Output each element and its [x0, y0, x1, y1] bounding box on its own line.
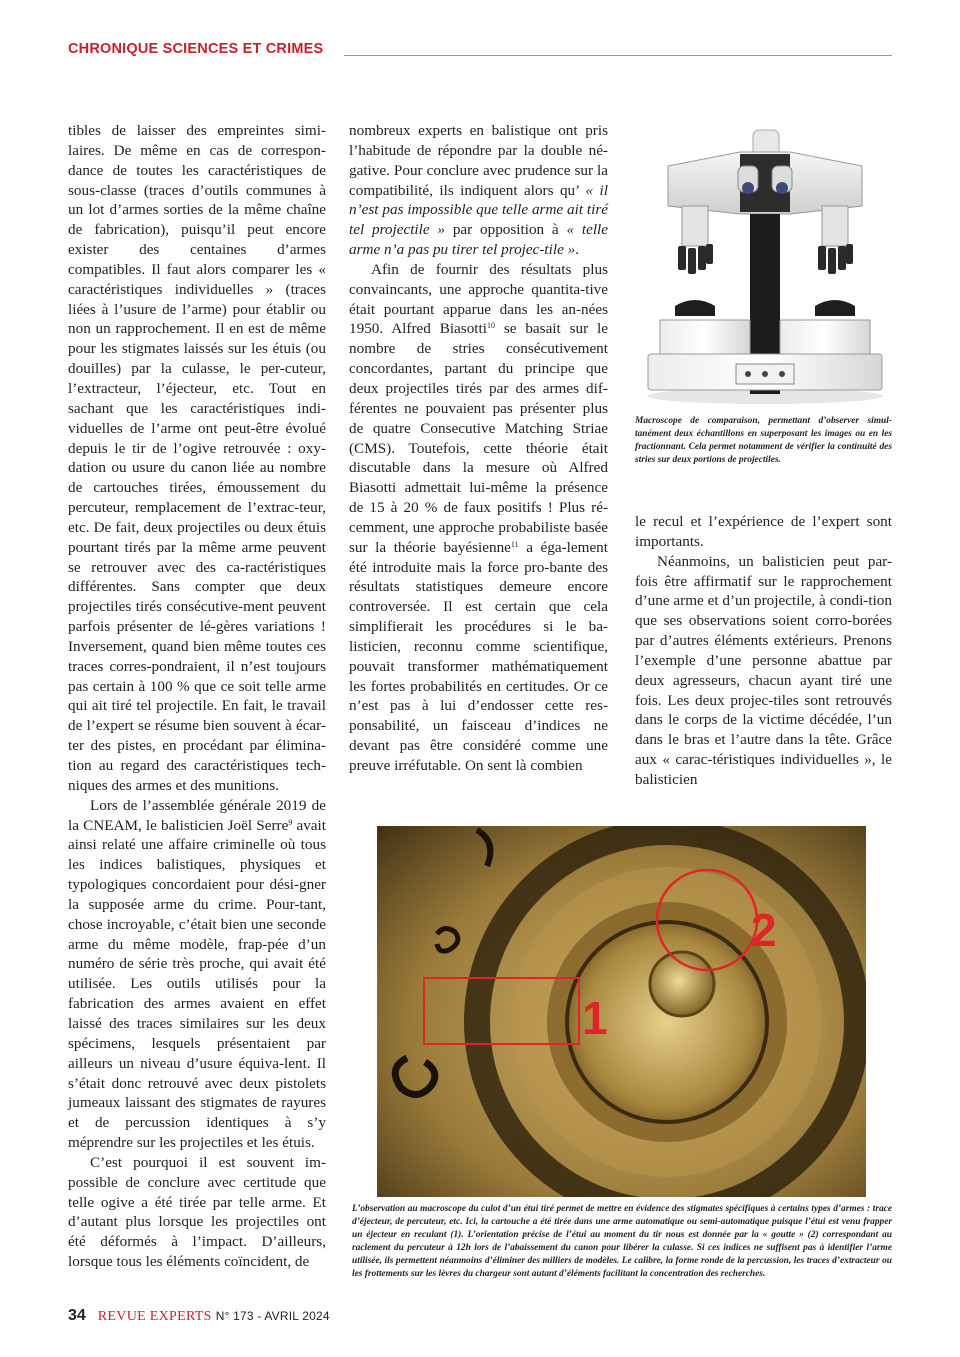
- article-column-1: [68, 121, 326, 1272]
- comparison-macroscope-photo: [640, 124, 890, 406]
- page-number: 34: [68, 1307, 86, 1324]
- text-run: nombreux experts en balistique ont pris l’habitude de répondre par la double né-gative. Pour conclure avec prudence sur la compatibilité, ils indiquent alors qu’: [349, 122, 608, 199]
- footnote-ref: 9: [288, 817, 293, 827]
- text-run: Lors de l’assemblée générale 2019 de la CNEAM, le balisticien Joël Serre: [68, 796, 326, 834]
- text-run: par opposition à: [445, 221, 567, 239]
- casing-head-illustration: [377, 826, 866, 1197]
- microscope-caption: Macroscope de comparaison, permettant d’observer simul-tanément deux échantillons en superposant les images ou en les fractionnant. Cela permet notamment de vérifier la continuité des stries sur deux portions de projectiles.: [635, 416, 892, 466]
- quote: « il n’est pas impossible que telle arme ait tiré tel projectile »: [349, 181, 608, 239]
- text-run: Afin de fournir des résultats plus convaincants, une approche quantita-tive était pourtant apparue dans les an-nées 1950. Alfred Biasotti: [349, 260, 608, 338]
- issue-label: N° 173 - AVRIL 2024: [215, 1309, 330, 1323]
- page-footer: [68, 1307, 330, 1325]
- casing-caption: L’observation au macroscope du culot d’un étui tiré permet de mettre en évidence des stigmates spécifiques à certains types d’armes : trace d’éjecteur, de percuteur, etc. Ici, la cartouche a été tirée dans une arme automatique ou semi-automatique puisque l’étui est venu frapper un éjecteur en reculant (1). L’orientation précise de l’étui au moment du tir nous est donnée par la « goutte » (2) correspondant au raclement du percuteur à 12h lors de l’abaissement du canon pour libérer la culasse. Si ces indices ne suffisent pas à identifier l’arme utilisée, ils permettent néanmoins d’éliminer des milliers de modèles. Le calibre, la forme ronde de la percussion, les traces d’extracteur ou les frottements sur les lèvres du chargeur sont autant d’éléments facilitant la concentration des recherches.: [352, 1204, 892, 1280]
- marker-1: 1: [582, 992, 608, 1044]
- article-column-2: [349, 121, 608, 776]
- text-run: avait ainsi relaté une affaire criminelle où tous les indices balistiques, physiques et typologiques concordaient pour dési-gner la supposée arme du crime. Pour-tant, chose incroyable, c’était bien une seconde arme du même modèle, frap-pée d’un numéro de série très proche, qui avait été utilisée. Les outils utilisés pour la fabrication des armes avaient en effet laissé des traces similaires sur les deux spécimens, lesquels présentaient par ailleurs un niveau d’usure équiva-lent. Il s’était donc retrouvé avec deux pistolets jumeaux laissant des stigmates de rayures et de percussion identiques à s’y méprendre sur les projectiles et les étuis.: [68, 816, 326, 1152]
- paragraph: Néanmoins, un balisticien peut par-fois être affirmatif sur le rapprochement d’une arme et d’un projectile, à condi-tion que ses observations soient corro-borées par d’autres éléments extérieurs. Prenons l’exemple d’une personne abattue par deux agresseurs, chacun ayant tiré une fois. Les deux projec-tiles sont retrouvés dans le corps de la victime décédée, l’un dans le bras et l’autre dans la tête. Grâce aux « carac-téristiques individuelles », le balisticien: [635, 552, 892, 788]
- text-run: se basait sur le nombre de stries consécutivement concordantes, partant du principe que deux projectiles tirés par des armes dif-férentes ne pouvaient pas présenter plus de quatre Consecutive Matching Striae (CMS). Toutefois, cette théorie était discutable dans la mesure où Alfred Biasotti admettait lui-même la présence de 15 à 20 % de faux positifs ! Plus ré-cemment, une approche probabiliste basée sur la théorie bayésienne: [349, 320, 608, 556]
- paragraph: [68, 796, 326, 1153]
- header-rule: [344, 55, 892, 56]
- footnote-ref: 10: [486, 321, 495, 331]
- paragraph: [349, 260, 608, 776]
- text-run: .: [575, 241, 580, 259]
- paragraph: C’est pourquoi il est souvent im-possible de conclure avec certitude que telle ogive a été tirée par telle arme. Et d’autant plus lorsque les projectiles ont été déformés à l’impact. D’ailleurs, lorsque tous les éléments coïncident, de: [68, 1153, 326, 1271]
- paragraph: [349, 121, 608, 260]
- cartridge-casing-photo: [377, 826, 866, 1197]
- quote: « telle arme n’a pas pu tirer tel projec-tile »: [349, 221, 608, 259]
- text-run: a éga-lement été introduite mais la force pro-bante des résultats statistiques demeure encore controversée. Il est certain que cela simplifierait les procédures si le ba-listicien, reconnu comme scientifique, pouvait transformer mathématiquement les fortes probabilités en certitudes. Or ce n’est pas à lui d’endosser cette res-ponsabilité, un faisceau d’indices ne devant pas être considéré comme une preuve irréfutable. On sent là combien: [349, 538, 608, 774]
- paragraph: le recul et l’expérience de l’expert sont importants.: [635, 513, 892, 550]
- marker-2: 2: [751, 904, 777, 956]
- section-title: CHRONIQUE SCIENCES ET CRIMES: [68, 41, 324, 57]
- footnote-ref: 11: [510, 539, 519, 549]
- magazine-name: REVUE EXPERTS: [97, 1309, 212, 1324]
- paragraph: tibles de laisser des empreintes simi-laires. De même en cas de correspon-dance de toutes les caractéristiques de sous-classe (traces d’outils communes à un lot d’armes sorties de la même chaîne de fabrication), puisqu’il peut encore exister des centaines d’armes compatibles. Il faut alors comparer les « caractéristiques individuelles » (traces liées à l’usure de l’arme) pour établir ou non un rapprochement. Il en est de même pour les stigmates laissés sur les étuis (ou douilles) par la culasse, le per-cuteur, l’extracteur, l’éjecteur, etc. Tout en sachant que les caractéristiques indi-viduelles de l’arme ont peut-être évolué depuis le tir de l’ogive retrouvée : oxy-dation ou usure du canon liée au nombre de cartouches tirées, émoussement du percuteur, remplacement de l’extrac-teur, etc. De fait, deux projectiles ou deux étuis pourtant tirés par la même arme peuvent se retrouver avec des ca-ractéristiques différentes. Sans compter que deux projectiles tirés consécutive-ment peuvent parfois présenter de lé-gères variations ! Inversement, quand bien même toutes ces traces corres-pondraient, il n’est toujours pas certain à 100 % que ce soit telle arme qui ait tiré tel projectile. En fait, le travail de l’expert se résume bien souvent à écar-ter des pistes, en procédant par élimina-tion au regard des caractéristiques tech-niques des armes et des munitions.: [68, 122, 326, 794]
- article-column-3: [635, 512, 892, 790]
- microscope-illustration: [640, 124, 890, 406]
